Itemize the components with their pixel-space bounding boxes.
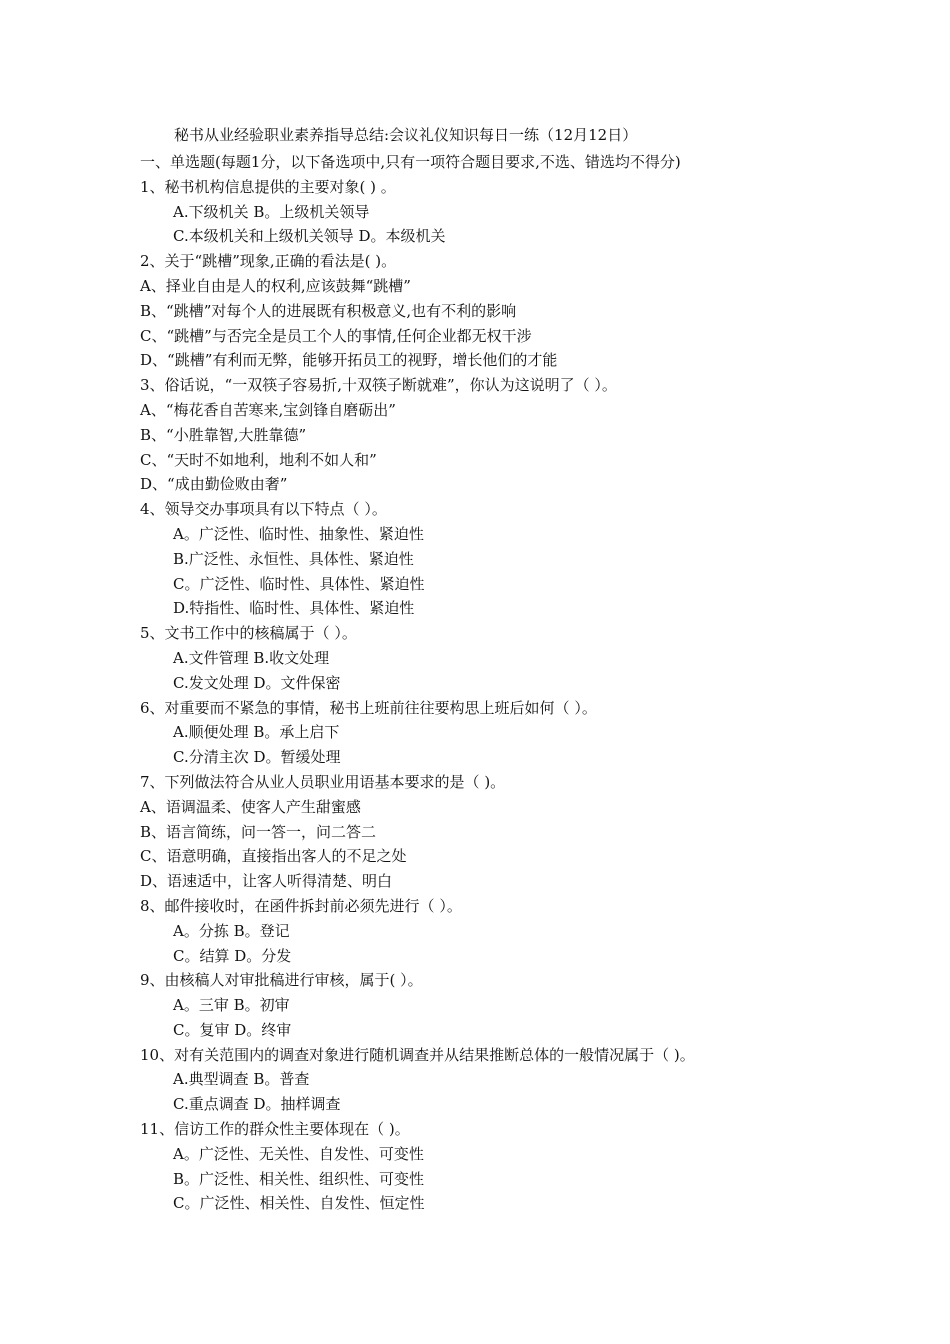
- answer-option-line: C.发文处理 D。文件保密: [173, 673, 341, 692]
- answer-option-line: A.顺便处理 B。承上启下: [173, 723, 340, 742]
- answer-option-line: B。广泛性、相关性、组织性、可变性: [173, 1169, 425, 1188]
- answer-option-line: A。广泛性、临时性、抽象性、紧迫性: [173, 524, 424, 543]
- question-line: 7、下列做法符合从业人员职业用语基本要求的是（ )。: [140, 772, 506, 791]
- question-line: 10、对有关范围内的调查对象进行随机调查并从结果推断总体的一般情况属于（ )。: [140, 1045, 695, 1064]
- answer-option-line: C.本级机关和上级机关领导 D。本级机关: [173, 227, 446, 246]
- question-line: 6、对重要而不紧急的事情，秘书上班前往往要构思上班后如何（ ）。: [140, 698, 597, 717]
- question-line: 8、邮件接收时，在函件拆封前必须先进行（ ）。: [140, 896, 462, 915]
- question-line: 11、信访工作的群众性主要体现在（ )。: [140, 1120, 410, 1139]
- question-line: A、择业自由是人的权利,应该鼓舞“跳槽”: [140, 276, 411, 295]
- question-line: 一、单选题(每题1分，以下备选项中,只有一项符合题目要求,不选、错选均不得分): [140, 153, 681, 171]
- answer-option-line: A.文件管理 B.收文处理: [173, 648, 330, 667]
- question-line: B、“跳槽”对每个人的进展既有积极意义,也有不利的影响: [140, 301, 517, 320]
- answer-option-line: C.重点调查 D。抽样调查: [173, 1095, 341, 1114]
- answer-option-line: C。结算 D。分发: [173, 946, 292, 965]
- answer-option-line: A.典型调查 B。普查: [173, 1070, 310, 1089]
- question-line: 5、文书工作中的核稿属于（ ）。: [140, 624, 357, 643]
- question-line: 2、关于“跳槽”现象,正确的看法是( )。: [140, 252, 397, 271]
- answer-option-line: A。广泛性、无关性、自发性、可变性: [173, 1144, 424, 1163]
- question-line: C、“跳槽”与否完全是员工个人的事情,任何企业都无权干涉: [140, 326, 532, 345]
- question-list: [140, 150, 940, 1216]
- question-line: B、“小胜靠智,大胜靠德”: [140, 425, 307, 444]
- question-line: B、语言简练，问一答一，问二答二: [140, 822, 377, 841]
- question-line: A、语调温柔、使客人产生甜蜜感: [140, 797, 361, 816]
- answer-option-line: C。广泛性、临时性、具体性、紧迫性: [173, 574, 425, 593]
- answer-option-line: B.广泛性、永恒性、具体性、紧迫性: [173, 549, 414, 568]
- question-line: 3、俗话说，“一双筷子容易折,十双筷子断就难”，你认为这说明了（ ）。: [140, 376, 617, 395]
- question-line: 4、领导交办事项具有以下特点（ ）。: [140, 500, 387, 519]
- answer-option-line: A.下级机关 B。上级机关领导: [173, 202, 370, 221]
- question-line: A、“梅花香自苦寒来,宝剑锋自磨砺出”: [140, 400, 396, 419]
- document-title: 秘书从业经验职业素养指导总结:会议礼仪知识每日一练（12月12日）: [174, 126, 638, 144]
- answer-option-line: C.分清主次 D。暂缓处理: [173, 748, 341, 767]
- answer-option-line: C。广泛性、相关性、自发性、恒定性: [173, 1194, 425, 1213]
- question-line: 9、由核稿人对审批稿进行审核，属于( ）。: [140, 971, 423, 990]
- question-line: C、“天时不如地利，地利不如人和”: [140, 450, 377, 469]
- question-line: D、语速适中，让客人听得清楚、明白: [140, 872, 393, 891]
- question-line: 1、秘书机构信息提供的主要对象( ) 。: [140, 177, 396, 196]
- answer-option-line: D.特指性、临时性、具体性、紧迫性: [173, 599, 415, 618]
- question-line: C、语意明确，直接指出客人的不足之处: [140, 847, 407, 866]
- answer-option-line: A。分拣 B。登记: [173, 921, 290, 940]
- answer-option-line: C。复审 D。终审: [173, 1020, 292, 1039]
- answer-option-line: A。三审 B。初审: [173, 996, 290, 1015]
- question-line: D、“成由勤俭败由奢”: [140, 475, 288, 494]
- question-line: D、“跳槽”有利而无弊，能够开拓员工的视野，增长他们的才能: [140, 351, 558, 370]
